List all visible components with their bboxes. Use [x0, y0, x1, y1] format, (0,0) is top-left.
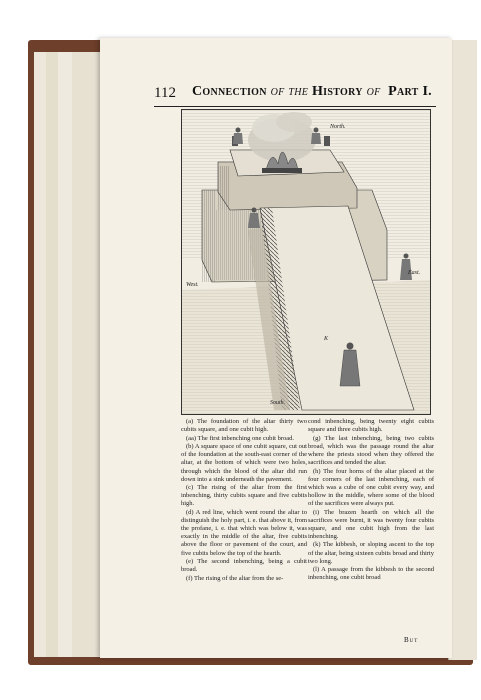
text-column-left	[181, 418, 307, 583]
south-label: South.	[270, 400, 286, 406]
paragraph: (c) The rising of the altar from the first inbenching, thirty cubits square and five cubits high.	[181, 484, 307, 508]
paragraph: (a) The foundation of the altar thirty two cubits square, and one cubit high.	[181, 418, 307, 434]
altar-west-face	[202, 190, 216, 282]
paragraph: cond inbenching, being twenty eight cubits square and three cubits high.	[308, 418, 434, 434]
facing-page-edge	[448, 40, 477, 660]
running-head-italic: of the	[270, 84, 309, 99]
text-column-right	[308, 418, 434, 583]
fire-logs	[262, 168, 302, 173]
paragraph: (e) The second inbenching, being a cubit broad.	[181, 558, 307, 574]
paragraph: (i) The brazen hearth on which all the sacrifices were burnt, it was twenty four cubits square, and one cubit high from the last inbenching.	[308, 508, 434, 540]
k-label: K	[324, 336, 329, 342]
north-label: North.	[330, 124, 346, 130]
running-head-italic: of	[366, 84, 381, 99]
smoke-cloud	[276, 112, 312, 132]
east-label: East.	[408, 270, 421, 276]
engraving-plate	[181, 109, 431, 415]
page-number: 112	[154, 85, 176, 101]
paragraph: (g) The last inbenching, being two cubits broad, which was the passage round the altar where the priests stood when they offered the sacrifices and tended the altar.	[308, 434, 434, 466]
page-header	[154, 82, 436, 107]
paragraph: (b) A square space of one cubit square, cut out of the foundation at the south-east corner of the altar, at the bottom of which were two holes, through which the blood of the altar did run down into a sink underneath the pavement.	[181, 443, 307, 483]
paragraph: (d) A red line, which went round the altar to distinguish the holy part, i. e. that above it, from the profane, i. e. that which was below it, was exactly in the middle of the altar, five cubits above the floor or pavement of the court, and five cubits below the top of the hearth.	[181, 509, 307, 557]
running-head	[192, 84, 432, 100]
altar-horn	[324, 136, 330, 146]
paragraph: (aa) The first inbenching one cubit broad.	[186, 434, 294, 442]
west-label: West.	[186, 282, 199, 288]
altar-upper-west-face	[218, 166, 230, 210]
paragraph: (h) The four horns of the altar placed at the four corners of the last inbenching, each of which was a cube of one cubit every way, and hollow in the middle, where some of the blood of the sacrifices were always put.	[308, 467, 434, 507]
running-head-word: History	[311, 84, 363, 99]
altar-engraving	[182, 110, 430, 414]
running-head-part: Part I.	[388, 84, 432, 99]
paragraph: (k) The kibbesh, or sloping ascent to the top of the altar, being sixteen cubits broad and thirty two long.	[308, 541, 434, 565]
running-head-word: Connection	[192, 84, 267, 99]
paragraph: (l) A passage from the kibbesh to the second inbenching, one cubit broad	[308, 566, 434, 582]
catchword: But	[404, 636, 419, 644]
paragraph: (f) The rising of the altar from the se-	[186, 574, 284, 582]
